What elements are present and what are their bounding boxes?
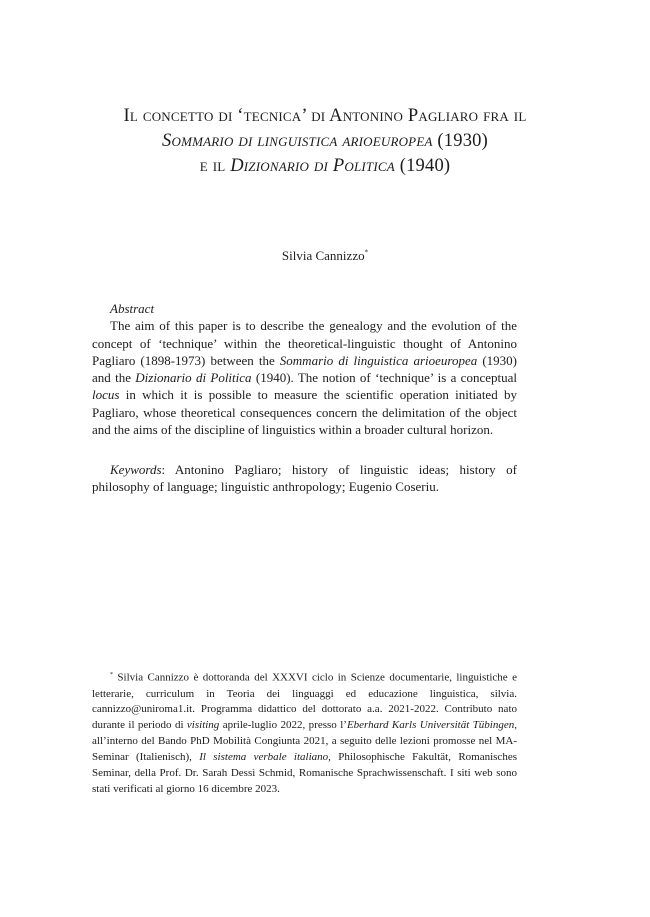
footnote-marker: * xyxy=(110,672,113,678)
footnote-segment: Silvia Cannizzo è dottoranda del XXXVI ciclo in Scienze documentarie, linguistiche e letterarie, curriculum in Teoria dei linguaggi ed educazione linguistica, silvia. cannizzo@uniroma1.it. Programma didattico del dottorato a.a. 2021-2022. Contributo nato durante il periodo di xyxy=(92,671,517,732)
footnote-segment: aprile-luglio 2022, presso l’ xyxy=(219,719,347,732)
footnote-seminar-title: Il sistema verbale italiano xyxy=(199,751,329,764)
abstract-section xyxy=(92,300,517,438)
abstract-work-1: Sommario di linguistica arioeuropea xyxy=(279,352,478,368)
title-year-2: (1940) xyxy=(394,156,451,176)
footnote-text xyxy=(92,668,517,798)
keywords-section xyxy=(92,461,517,496)
abstract-term: locus xyxy=(92,387,120,403)
title-work-1: Sommario di linguistica arioeuropea xyxy=(162,131,433,151)
title-year-1: (1930) xyxy=(432,131,488,151)
footnote-segment: , all’interno del Bando PhD Mobilità Congiunta 2021, a seguito delle lezioni promosse nel MA-Seminar (Italienisch), xyxy=(92,719,517,764)
footnote-university: Eberhard Karls Universität Tübingen xyxy=(346,719,515,732)
abstract-segment: (1930) and the xyxy=(92,352,517,386)
title-line-1 xyxy=(100,104,550,129)
keywords-text: : Antonino Pagliaro; history of linguistic ideas; history of philosophy of language; linguistic anthropology; Eugenio Coseriu. xyxy=(92,462,517,495)
title-text: Il concetto di ‘tecnica’ di Antonino Pagliaro fra il xyxy=(123,106,527,126)
footnote xyxy=(92,668,517,798)
footnote-marker: * xyxy=(364,248,369,257)
footnote-italic: visiting xyxy=(186,719,220,732)
title-work-2: Dizionario di Politica xyxy=(230,156,395,176)
article-title xyxy=(100,104,550,179)
footnote-segment: , Philosophische Fakultät, Romanisches Seminar, della Prof. Dr. Sarah Dessì Schmid, Romanische Sprachwissenschaft. I siti web sono stati verificati al giorno 16 dicembre 2023. xyxy=(92,751,517,795)
title-line-3 xyxy=(100,154,550,179)
abstract-segment: in which it is possible to measure the scientific operation initiated by Pagliaro, whose theoretical consequences concern the delimitation of the object and the aims of the discipline of linguistics within a broader cultural horizon. xyxy=(92,387,517,438)
abstract-work-2: Dizionario di Politica xyxy=(135,370,252,386)
title-conjunction: e il xyxy=(199,156,231,176)
abstract-segment: The aim of this paper is to describe the genealogy and the evolution of the concept of ‘technique’ within the theoretical-linguistic thought of Antonino Pagliaro (1898-1973) between the xyxy=(92,318,517,368)
author-name: Silvia Cannizzo xyxy=(281,248,365,263)
abstract-segment: (1940). The notion of ‘technique’ is a conceptual xyxy=(251,370,517,386)
keywords-label: Keywords xyxy=(110,462,162,477)
abstract-label: Abstract xyxy=(110,301,155,316)
author-line xyxy=(0,248,650,264)
abstract-text xyxy=(92,317,517,438)
title-line-2 xyxy=(100,129,550,154)
